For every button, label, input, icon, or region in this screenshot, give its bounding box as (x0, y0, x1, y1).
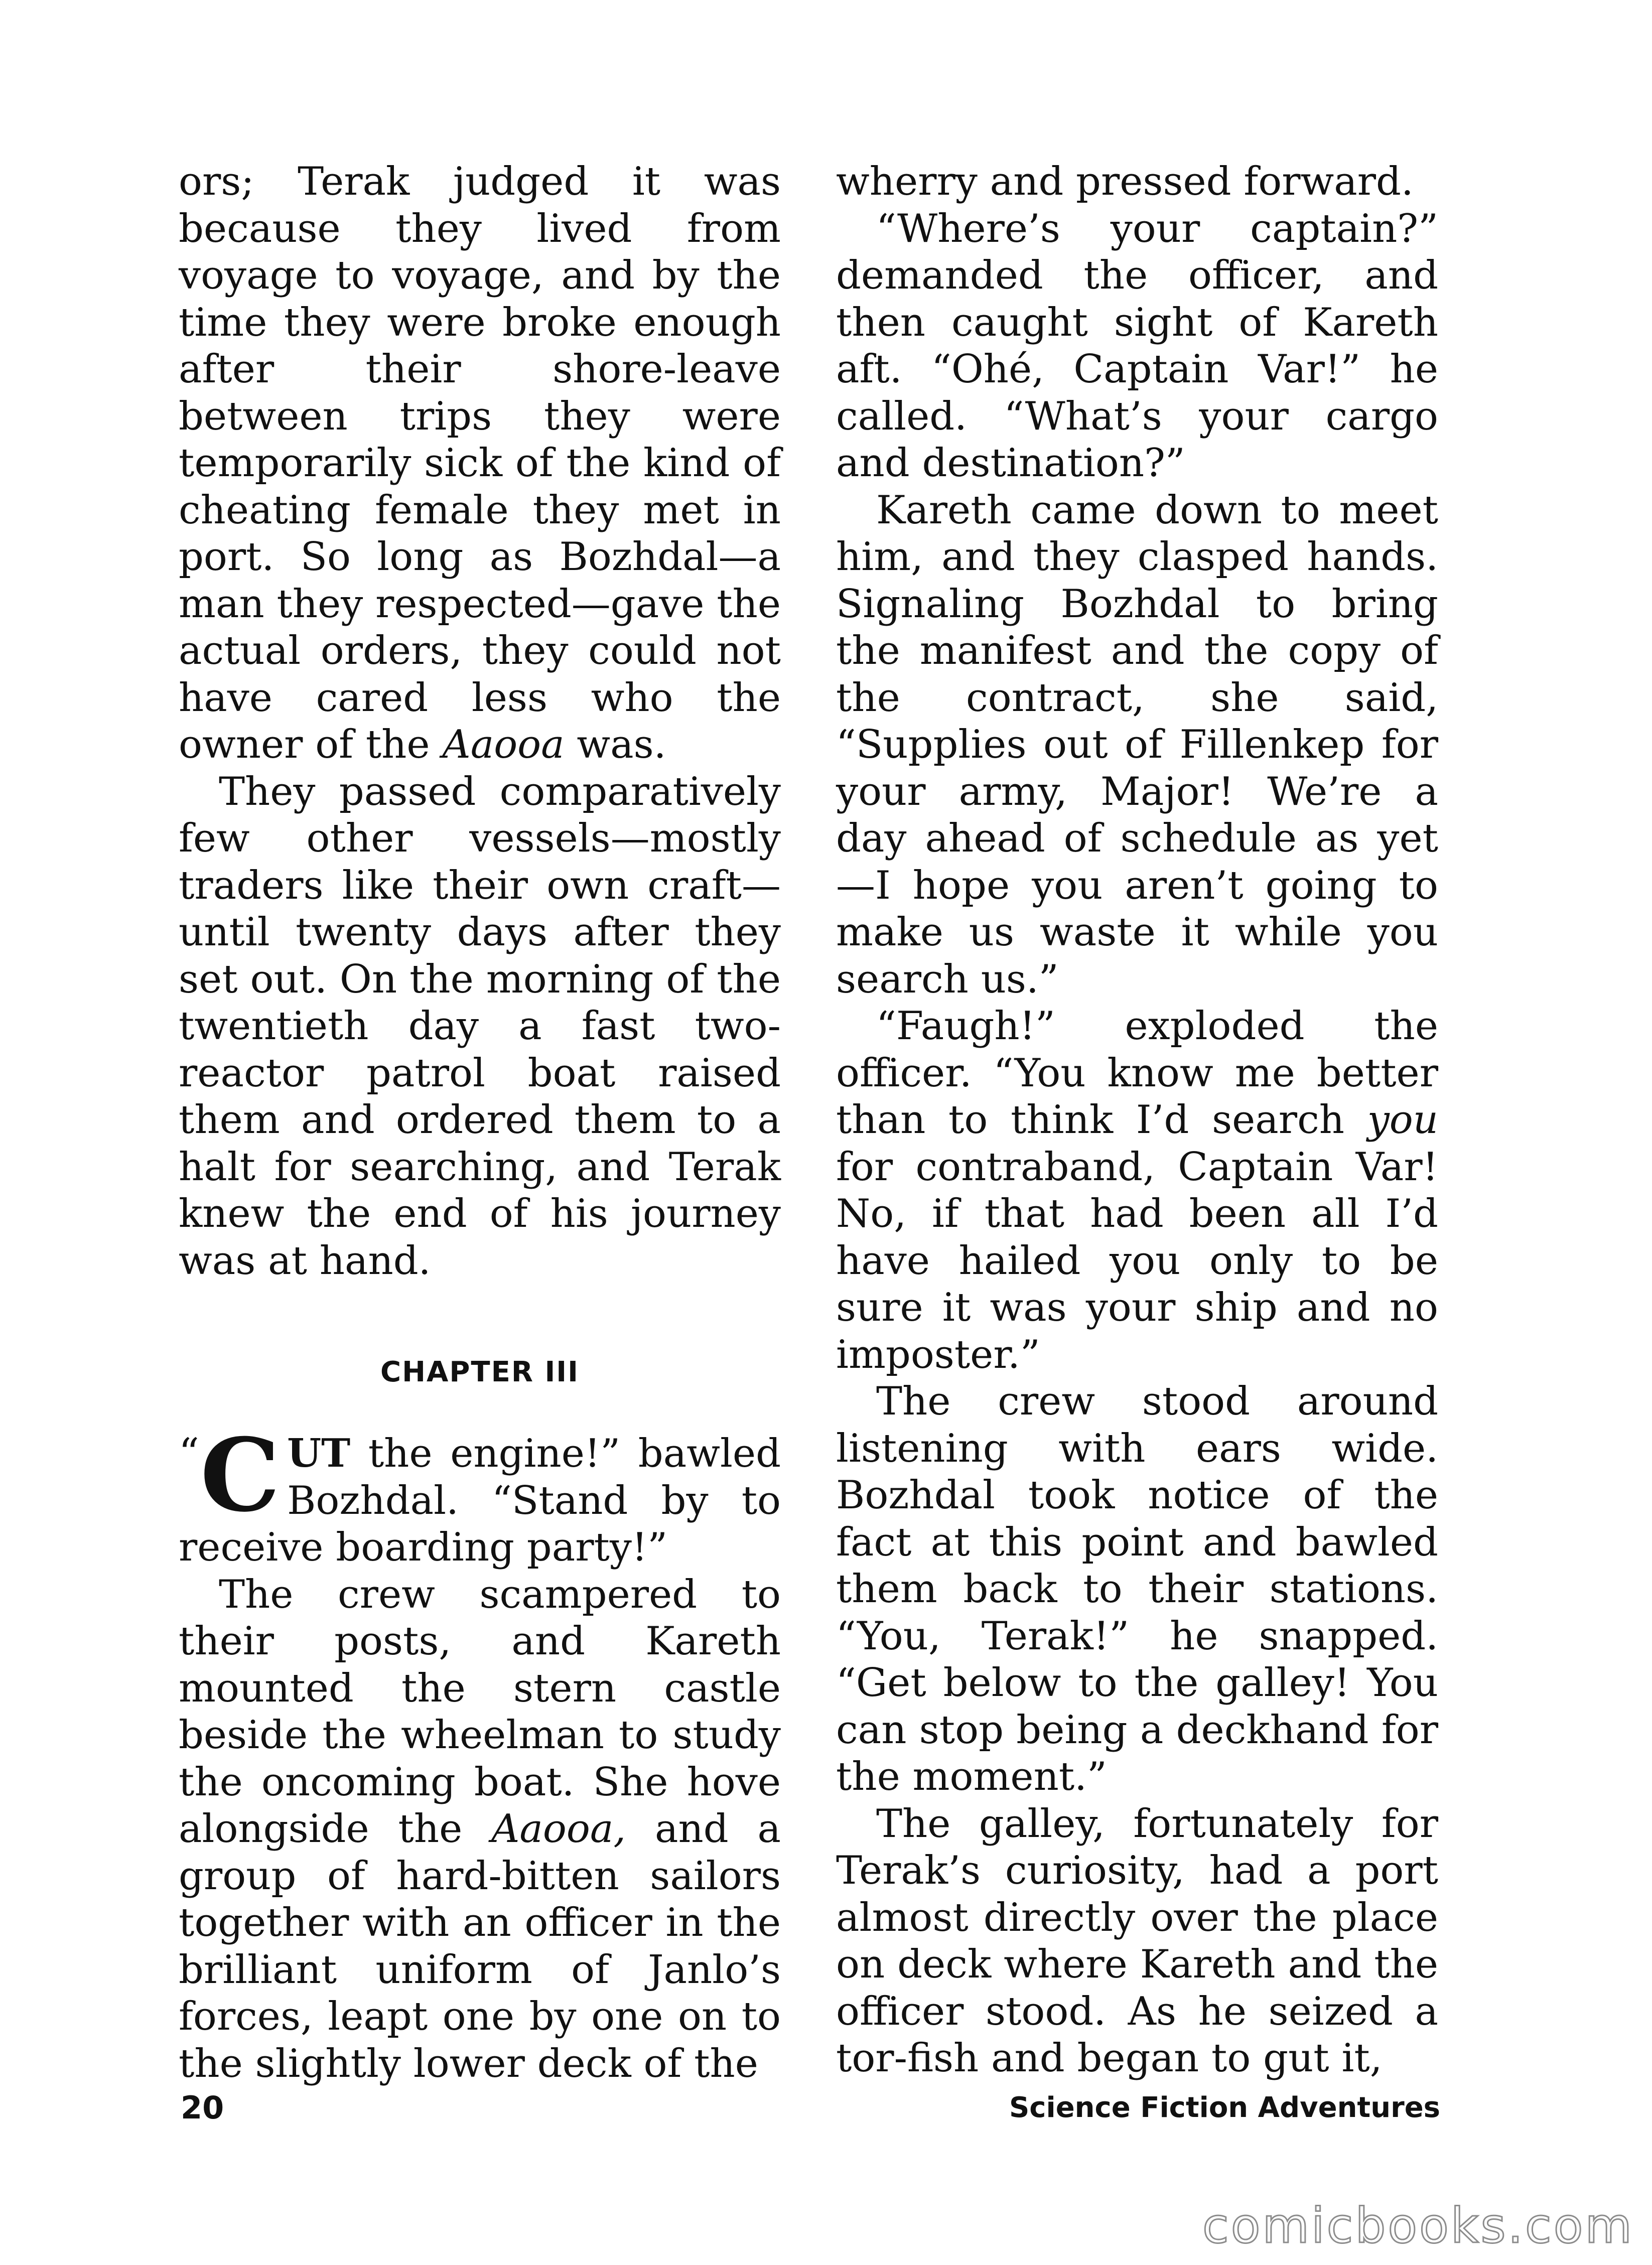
paragraph (179, 159, 781, 769)
paragraph (836, 1003, 1438, 1378)
paragraph-text: for contraband, Captain Var! No, if that had been all I’d have hailed you only to be sure it was your ship and no imposter.” (836, 1144, 1438, 1377)
paragraph: The galley, fortunately for Terak’s curiosity, had a port almost directly over the place on deck where Kareth and the officer stood. As he seized a tor-fish and began to gut it, (836, 1801, 1438, 2081)
paragraph-text: “Faugh!” exploded the officer. “You know me better than to think I’d search (836, 1004, 1438, 1143)
paragraph: They passed comparatively few other vessels—mostly traders like their own craft—until twenty days after they set out. On the morning of the twentieth day a fast two-reactor patrol boat raised them and ordered them to a halt for searching, and Terak knew the end of his journey was at hand. (179, 769, 781, 1284)
emphasis: you (1367, 1097, 1438, 1143)
left-column (179, 159, 781, 2087)
right-column (836, 159, 1438, 2082)
ship-name: Aaooa (442, 722, 565, 767)
paragraph: wherry and pressed forward. (836, 159, 1414, 204)
chapter-heading: CHAPTER III (380, 1356, 579, 1388)
paragraph: Kareth came down to meet him, and they clasped hands. Signaling Bozhdal to bring the manifest and the copy of the contract, she said, “Supplies out of Fillenkep for your army, Major! We’re a day ahead of schedule as yet —I hope you aren’t going to make us waste it while you search us.” (836, 487, 1438, 1002)
paragraph-text: and a group of hard-bitten sailors together with an officer in the brilliant uniform of Janlo’s forces, leapt one by one on to the slightly lower deck of the (179, 1806, 781, 2086)
watermark: comicbooks.com (1202, 2198, 1634, 2254)
small-caps-text: UT (287, 1431, 351, 1476)
drop-cap (179, 1417, 281, 1534)
open-quote: “ (179, 1430, 199, 1476)
paragraph-text: the engine!” bawled Bozhdal. “Stand by to receive boarding party!” (179, 1431, 781, 1570)
paragraph-text: ors; Terak judged it was because they lived from voyage to voyage, and by the time they were broke enough after their shore-leave between trips they were temporarily sick of the kind of cheating female they met in port. So long as Bozhdal—a man they respected—gave the actual orders, they could not have cared less who the owner of the (179, 159, 781, 767)
paragraph: The crew stood around listening with ears wide. Bozhdal took notice of the fact at this point and bawled them back to their stations. “You, Terak!” he snapped. “Get below to the galley! You can stop being a deckhand for the moment.” (836, 1379, 1438, 1799)
paragraph: “Where’s your captain?” demanded the officer, and then caught sight of Kareth aft. “Ohé, Captain Var!” he called. “What’s your cargo and destination?” (836, 206, 1438, 486)
page-number: 20 (181, 2089, 224, 2126)
paragraph-text: The crew scampered to their posts, and Kareth mounted the stern castle beside the wheelman to study the oncoming boat. She hove alongside the (179, 1572, 781, 1852)
paragraph (179, 1417, 781, 1572)
drop-cap-letter: C (200, 1417, 281, 1534)
ship-name: Aaooa, (491, 1806, 626, 1852)
paragraph-text: was. (564, 722, 666, 767)
magazine-title: Science Fiction Adventures (1009, 2091, 1440, 2124)
paragraph (179, 1572, 781, 2088)
